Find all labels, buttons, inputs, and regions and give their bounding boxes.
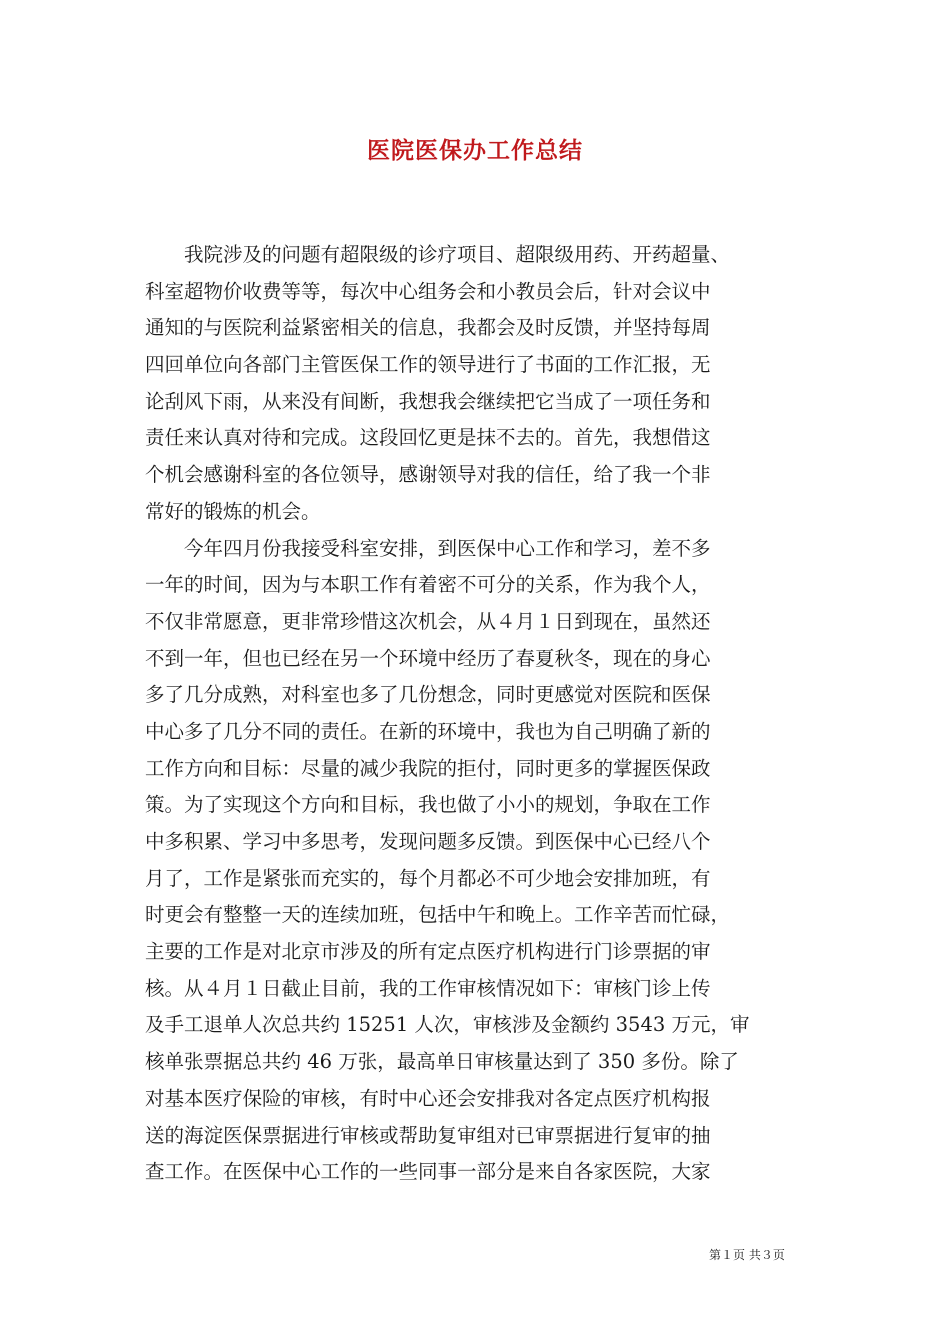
text-line: 多了几分成熟，对科室也多了几份想念，同时更感觉对医院和医保 [145,683,711,707]
text-line: 查工作。在医保中心工作的一些同事一部分是来自各家医院，大家 [145,1160,711,1184]
text-line: 四回单位向各部门主管医保工作的领导进行了书面的工作汇报，无 [145,353,711,377]
text-line: 月了，工作是紧张而充实的，每个月都必不可少地会安排加班，有 [145,866,711,890]
text-line: 工作方向和目标：尽量的减少我院的拒付，同时更多的掌握医保政 [145,756,711,780]
text-line: 常好的锻炼的机会。 [145,499,321,523]
text-line: 主要的工作是对北京市涉及的所有定点医疗机构进行门诊票据的审 [145,940,711,964]
text-line: 核。从４月１日截止目前，我的工作审核情况如下：审核门诊上传 [145,976,711,1000]
text-line: 今年四月份我接受科室安排，到医保中心工作和学习，差不多 [145,536,711,560]
text-line: 核单张票据总共约 46 万张，最高单日审核量达到了 350 多份。除了 [145,1050,739,1074]
text-line: 对基本医疗保险的审核，有时中心还会安排我对各定点医疗机构报 [145,1086,711,1110]
text-line: 通知的与医院利益紧密相关的信息，我都会及时反馈，并坚持每周 [145,316,711,340]
text-line: 个机会感谢科室的各位领导，感谢领导对我的信任，给了我一个非 [145,463,711,487]
text-line: 中多积累、学习中多思考，发现问题多反馈。到医保中心已经八个 [145,830,711,853]
text-line: 一年的时间，因为与本职工作有着密不可分的关系，作为我个人， [145,573,711,597]
text-line: 中心多了几分不同的责任。在新的环境中，我也为自己明确了新的 [145,719,711,743]
page-title: 医院医保办工作总结 [367,137,583,164]
page-number-footer: 第１页 共３页 [709,1248,785,1262]
text-line: 科室超物价收费等等，每次中心组务会和小教员会后，针对会议中 [145,279,711,303]
text-line: 策。为了实现这个方向和目标，我也做了小小的规划，争取在工作 [145,793,711,817]
text-line: 不到一年，但也已经在另一个环境中经历了春夏秋冬，现在的身心 [145,646,711,670]
body-text [145,237,813,1191]
text-line: 我院涉及的问题有超限级的诊疗项目、超限级用药、开药超量、 [145,243,731,266]
text-line: 送的海淀医保票据进行审核或帮助复审组对已审票据进行复审的抽 [145,1123,711,1147]
text-line: 时更会有整整一天的连续加班，包括中午和晚上。工作辛苦而忙碌， [145,903,731,927]
text-line: 论刮风下雨，从来没有间断，我想我会继续把它当成了一项任务和 [145,389,711,413]
text-line: 及手工退单人次总共约 15251 人次，审核涉及金额约 3543 万元，审 [145,1013,750,1037]
text-line: 不仅非常愿意，更非常珍惜这次机会，从４月１日到现在，虽然还 [145,609,711,633]
text-line: 责任来认真对待和完成。这段回忆更是抹不去的。首先，我想借这 [145,426,711,450]
